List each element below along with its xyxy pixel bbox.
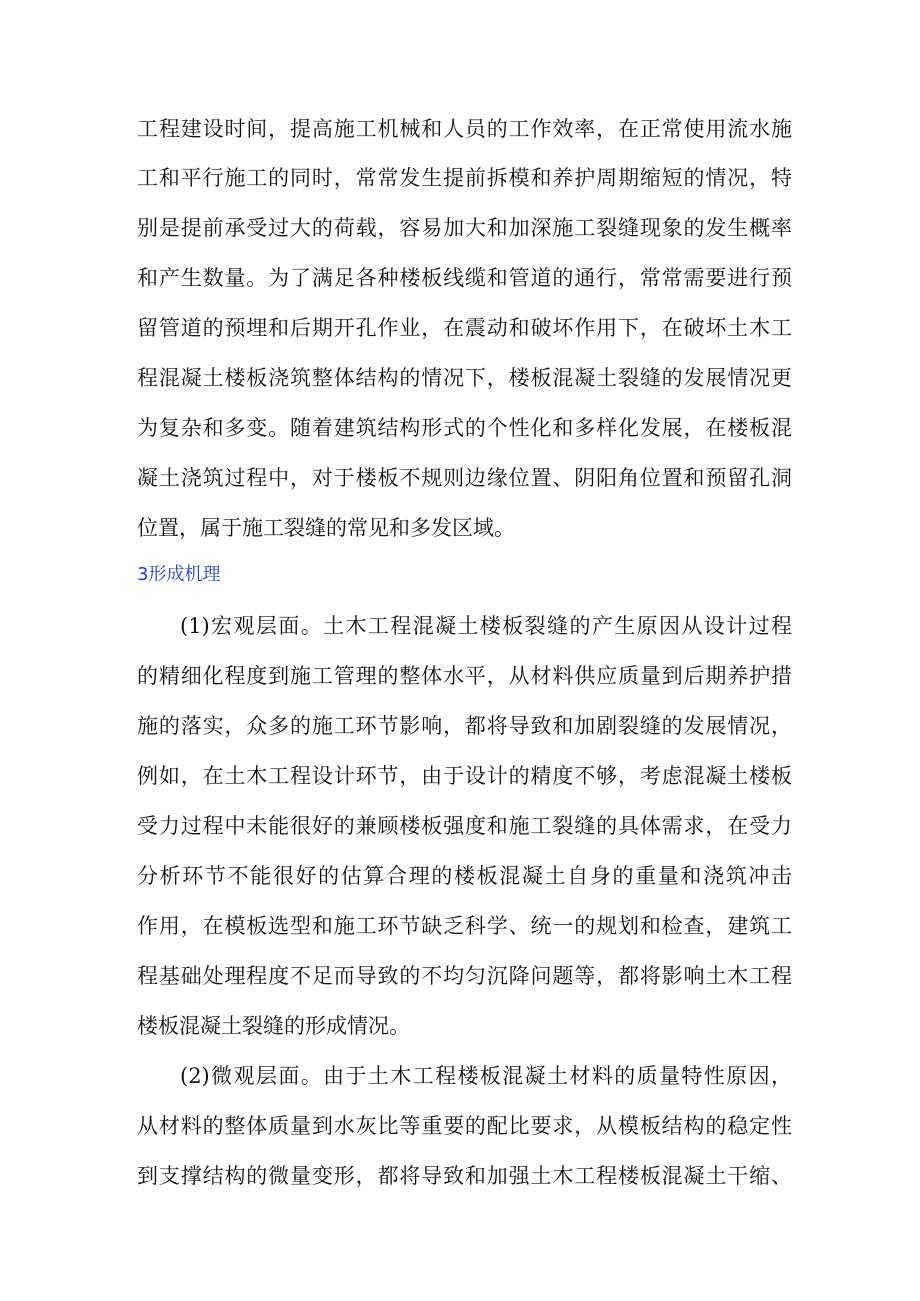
text-line: 留管道的预埋和后期开孔作业，在震动和破坏作用下，在破坏土木工 xyxy=(137,316,792,340)
section-heading: 3形成机理 xyxy=(137,564,221,585)
paragraph-2-line-3 xyxy=(0,711,920,741)
paragraph-2-line-9 xyxy=(0,1011,920,1041)
paragraph-3-line-2 xyxy=(0,1111,920,1141)
text-line: 从材料的整体质量到水灰比等重要的配比要求，从模板结构的稳定性 xyxy=(137,1114,792,1138)
paragraph-1-line-5 xyxy=(0,313,920,343)
text-line: 别是提前承受过大的荷载，容易加大和加深施工裂缝现象的发生概率 xyxy=(137,216,792,240)
text-line: 凝土浇筑过程中，对于楼板不规则边缘位置、阴阳角位置和预留孔洞 xyxy=(137,466,792,490)
text-line: 作用，在模板选型和施工环节缺乏科学、统一的规划和检查，建筑工 xyxy=(137,914,792,938)
text-line: 例如，在土木工程设计环节，由于设计的精度不够，考虑混凝土楼板 xyxy=(137,764,792,788)
paragraph-2-line-5 xyxy=(0,811,920,841)
paragraph-2-line-7 xyxy=(0,911,920,941)
text-line: 位置，属于施工裂缝的常见和多发区域。 xyxy=(137,516,515,540)
paragraph-2-line-1 xyxy=(0,611,920,641)
text-line: 为复杂和多变。随着建筑结构形式的个性化和多样化发展，在楼板混 xyxy=(137,416,792,440)
paragraph-1-line-9 xyxy=(0,513,920,543)
paragraph-2-line-2 xyxy=(0,661,920,691)
paragraph-1-line-3 xyxy=(0,213,920,243)
paragraph-3-line-1 xyxy=(0,1061,920,1091)
text-line: 和产生数量。为了满足各种楼板线缆和管道的通行，常常需要进行预 xyxy=(137,266,792,290)
text-line: 分析环节不能很好的估算合理的楼板混凝土自身的重量和浇筑冲击 xyxy=(137,864,792,888)
text-line: (1)宏观层面。土木工程混凝土楼板裂缝的产生原因从设计过程 xyxy=(180,614,792,638)
text-line: 楼板混凝土裂缝的形成情况。 xyxy=(137,1014,410,1038)
paragraph-1-line-4 xyxy=(0,263,920,293)
text-line: 工和平行施工的同时，常常发生提前拆模和养护周期缩短的情况，特 xyxy=(137,166,792,190)
text-line: (2)微观层面。由于土木工程楼板混凝土材料的质量特性原因， xyxy=(180,1064,792,1088)
paragraph-1-line-6 xyxy=(0,363,920,393)
text-line: 受力过程中未能很好的兼顾楼板强度和施工裂缝的具体需求，在受力 xyxy=(137,814,792,838)
text-line: 的精细化程度到施工管理的整体水平，从材料供应质量到后期养护措 xyxy=(137,664,792,688)
text-line: 施的落实，众多的施工环节影响，都将导致和加剧裂缝的发展情况， xyxy=(137,714,792,738)
text-line: 程基础处理程度不足而导致的不均匀沉降问题等，都将影响土木工程 xyxy=(137,964,792,988)
paragraph-2-line-6 xyxy=(0,861,920,891)
text-line: 工程建设时间，提高施工机械和人员的工作效率，在正常使用流水施 xyxy=(137,117,792,141)
paragraph-1-line-8 xyxy=(0,463,920,493)
paragraph-3-line-3 xyxy=(0,1161,920,1191)
text-line: 程混凝土楼板浇筑整体结构的情况下，楼板混凝土裂缝的发展情况更 xyxy=(137,366,792,390)
paragraph-1-line-1 xyxy=(0,114,920,144)
text-line: 到支撑结构的微量变形，都将导致和加强土木工程楼板混凝土干缩、 xyxy=(137,1164,792,1188)
paragraph-1-line-7 xyxy=(0,413,920,443)
paragraph-1-line-2 xyxy=(0,163,920,193)
paragraph-2-line-4 xyxy=(0,761,920,791)
paragraph-2-line-8 xyxy=(0,961,920,991)
